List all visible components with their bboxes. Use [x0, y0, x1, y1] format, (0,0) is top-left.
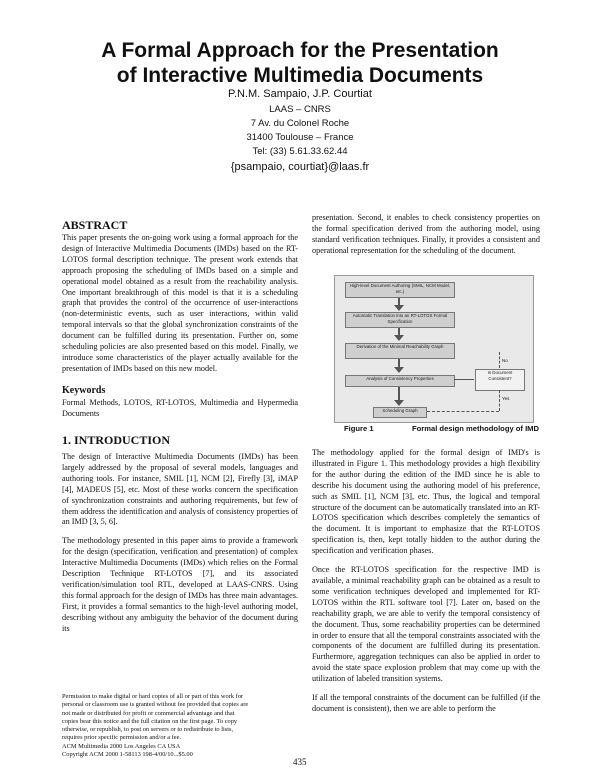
- permission-line: Copyright ACM 2000 1-58113 198-4/00/10...$5.00: [62, 751, 193, 759]
- right-column-top-text: [312, 213, 540, 265]
- abstract-text: [62, 233, 298, 383]
- keywords-heading: Keywords: [62, 385, 106, 396]
- permission-line: not made or distributed for profit or commercial advantage and that: [62, 709, 235, 717]
- introduction-body: [62, 452, 298, 643]
- keywords-paragraph: Formal Methods, LOTOS, RT-LOTOS, Multimedia and Hypermedia Documents: [62, 398, 298, 418]
- stage-consistency-analysis: Analysis of Consistency Properties: [345, 375, 455, 387]
- figure-1-diagram: [334, 275, 534, 423]
- arrow-connector: [398, 298, 400, 305]
- right-column-intro-paragraph: presentation. Second, it enables to check consistency properties on the formal specification derived from the authoring model, using standard verification techniques. Finally, it provides a consistent and operational representation for the scheduling of the document.: [312, 213, 540, 255]
- affiliation: LAAS – CNRS: [269, 104, 331, 115]
- stage-translation: Automatic Translation into an RT-LOTOS Formal Specification: [345, 312, 455, 328]
- authors: P.N.M. Sampaio, J.P. Courtiat: [228, 88, 372, 100]
- right-column-paragraph-2: Once the RT-LOTOS specification for the respective IMD is available, a minimal reachability graph can be obtained as a result to some verification techniques developed and implemented for RT-LOTOS within the RTL software tool [7]. Later on, based on the reachability graph, we are able to verify the temporal consistency of the document. Thus, some reachability properties can be determined in order to ensure that all the temporal constraints associated with the components of the document are fulfilled during its presentation. Furthermore, aggregation techniques can also be applied in order to avoid the state space explosion problem that may come up with the utilization of labeled transition systems.: [312, 565, 540, 684]
- yes-branch-line: [499, 390, 500, 411]
- arrow-to-decision: [454, 379, 474, 380]
- address-city: 31400 Toulouse – France: [246, 132, 354, 143]
- permission-line: Permission to make digital or hard copies of all or part of this work for: [62, 693, 244, 700]
- arrow-connector: [398, 328, 400, 335]
- no-branch-line: [499, 352, 500, 368]
- decision-consistency: Is Document Consistent?: [475, 369, 525, 391]
- arrow-head: [394, 367, 404, 373]
- stage-authoring: High-level Document Authoring (SMIL, NCM Model, etc.): [345, 282, 455, 298]
- arrow-head: [394, 305, 404, 311]
- permission-notice: [62, 693, 300, 759]
- email: {psampaio, courtiat}@laas.fr: [230, 161, 370, 173]
- keywords-text: [62, 398, 298, 428]
- permission-line: ACM Multimedia 2000 Los Angeles CA USA: [62, 742, 181, 750]
- introduction-heading: 1. INTRODUCTION: [62, 433, 171, 447]
- arrow-head: [394, 400, 404, 406]
- stage-scheduling-graph: Scheduling Graph: [373, 407, 427, 418]
- permission-line: otherwise, or republish, to post on servers or to redistribute to lists,: [62, 726, 234, 734]
- phone: Tel: (33) 5.61.33.62.44: [252, 146, 348, 157]
- no-label: No: [502, 358, 508, 363]
- permission-line: personal or classroom use is granted without fee provided that copies are: [62, 701, 249, 709]
- figure-caption-number: Figure 1: [344, 424, 374, 433]
- arrow-connector: [398, 359, 400, 367]
- introduction-paragraph-1: The design of Interactive Multimedia Documents (IMDs) has been largely addressed by the proposal of several models, languages and authoring tools. For instance, SMIL [1], NCM [2], Firefly [3], iMAP [4], MADEUS [5], etc. Most of these works concern the specification of synchronization constraints and authoring requirements, but few of them address the identification and analysis of consistency properties of an IMD [3, 5, 6].: [62, 452, 298, 527]
- permission-line: copies bear this notice and the full citation on the first page. To copy: [62, 717, 238, 725]
- arrow-connector: [398, 387, 400, 401]
- paper-title-line2: of Interactive Multimedia Documents: [116, 64, 484, 87]
- abstract-paragraph: This paper presents the on-going work using a formal approach for the design of Interactive Multimedia Documents (IMDs) based on the RT-LOTOS formal description technique. The present work extends that approach proposing the scheduling of IMDs based on a simple and operational model obtained as a result from the reachability analysis. One important breakthrough of this model is that it is a scheduling graph that provides the control of the occurrence of user-interactions (non-deterministic events, such as user interactions, within valid temporal intervals so that the global synchronization constraints of the document can be fulfilled during its presentation. Further on, some scheduling policies are also presented based on this model. Finally, we introduce some characteristics of the player actually available for the presentation of IMDs based on this new model.: [62, 233, 298, 373]
- yes-label: Yes: [502, 396, 510, 401]
- permission-line: requires prior specific permission and/or a fee.: [62, 734, 182, 742]
- arrow-head: [394, 335, 404, 341]
- page-number: 435: [293, 757, 307, 767]
- address-street: 7 Av. du Colonel Roche: [250, 118, 350, 129]
- stage-reachability-graph: Derivation of the Minimal Reachability Graph: [345, 343, 455, 359]
- right-column-paragraph-1: The methodology applied for the formal design of IMD's is illustrated in Figure 1. This methodology provides a high flexibility for the author during the edition of the IMD since he is able to describe his document using the authoring model of his preference, such as SMIL [1], NCM [3], etc. Thus, the logical and temporal structure of the document can be automatically translated into an RT-LOTOS specification which describes completely the semantics of the document. It is important to emphasize that the RT-LOTOS specification is, then, kept totally hidden to the author during the specification and verification phases.: [312, 448, 540, 556]
- yes-branch-line: [427, 411, 499, 412]
- right-column-paragraph-3: If all the temporal constraints of the document can be fulfilled (if the document is consistent), then we are able to perform the: [312, 693, 540, 713]
- abstract-heading: ABSTRACT: [62, 218, 128, 232]
- introduction-paragraph-2: The methodology presented in this paper aims to provide a framework for the design (specification, verification and presentation) of complex Interactive Multimedia Documents (IMDs) which relies on the Formal Description Technique RT-LOTOS [7], and its associated verification/simulation tool RTL, developed at LAAS-CNRS. Using this formal approach for the design of IMDs has three main advantages. First, it provides a formal semantics to the high-level authoring model, describing without any ambiguity the behavior of the document during its: [62, 536, 298, 633]
- figure-caption-text: Formal design methodology of IMD: [412, 424, 539, 433]
- paper-title-line1: A Formal Approach for the Presentation: [101, 39, 499, 62]
- right-column-body: [312, 448, 540, 723]
